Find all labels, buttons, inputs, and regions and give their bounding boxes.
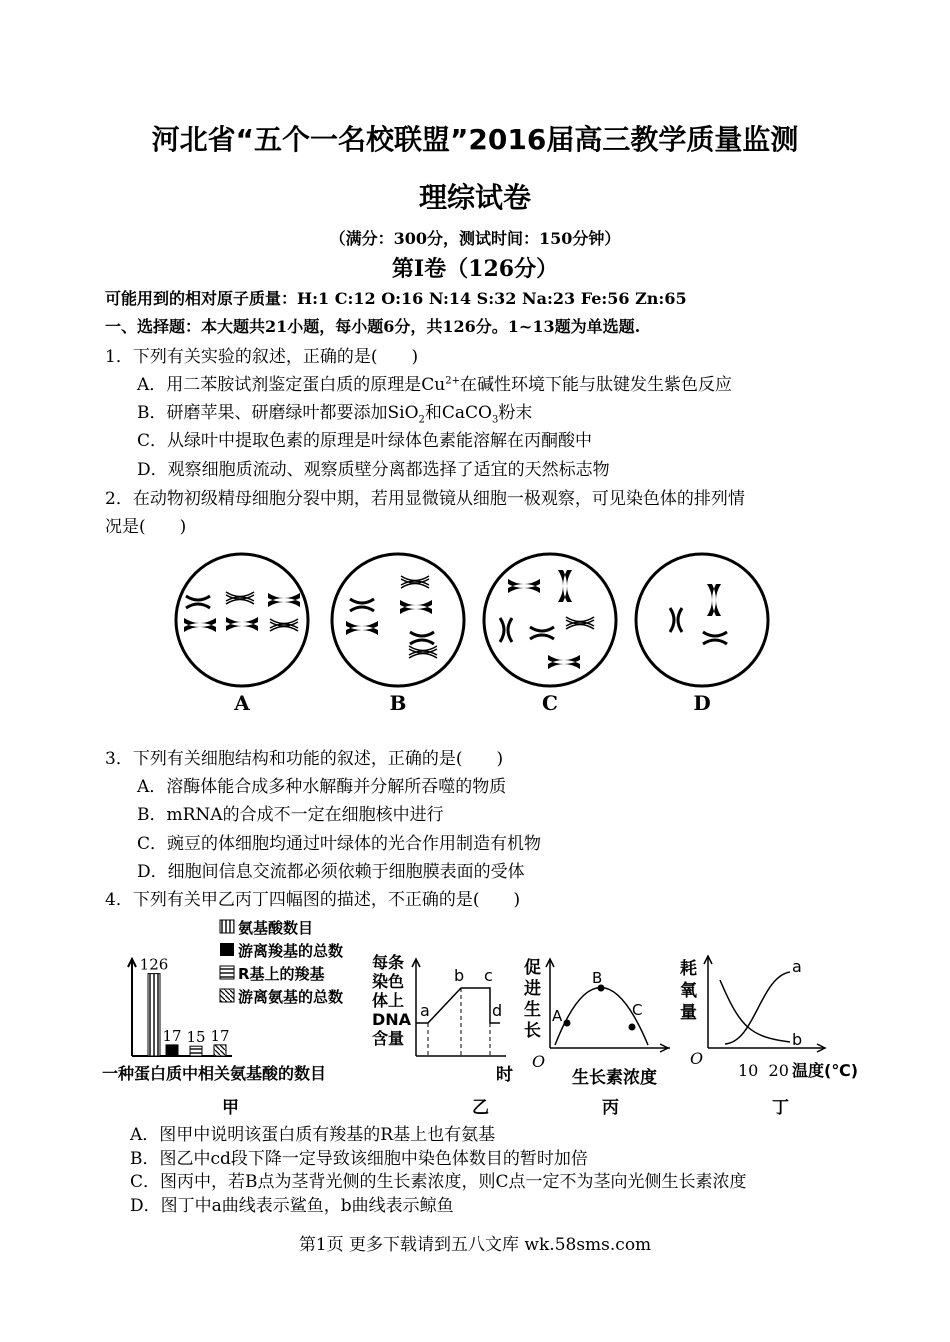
q4-option-b: B．图乙中cd段下降一定导致该细胞中染色体数目的暂时加倍 xyxy=(130,1149,588,1169)
yi-ylabel-4: DNA xyxy=(372,1010,412,1029)
q3-option-d: D．细胞间信息交流都必须依赖于细胞膜表面的受体 xyxy=(137,862,525,882)
jia-bar-label-1: 126 xyxy=(139,955,169,974)
q1-b-text: B．研磨苹果、研磨绿叶都要添加SiO xyxy=(137,403,419,423)
q1-option-a xyxy=(137,370,732,395)
q1-b-text2: 和CaCO xyxy=(424,403,492,423)
q1-a-sup: 2+ xyxy=(445,375,460,387)
q1-b-sub2: 3 xyxy=(491,414,499,426)
bing-ylabel-1: 促 xyxy=(524,958,541,978)
ding-ylabel-3: 量 xyxy=(680,1003,697,1023)
fig-ding xyxy=(680,952,860,1120)
ding-curve-b-label: b xyxy=(792,1030,803,1049)
q1-b-text3: 粉末 xyxy=(498,403,533,423)
jia-bar-label-3: 15 xyxy=(186,1028,206,1047)
q2-cell-figure xyxy=(170,540,780,720)
page-subtitle: 理综试卷 xyxy=(418,181,531,214)
cell-b xyxy=(332,554,464,686)
yi-xlabel: 时 xyxy=(496,1065,513,1085)
legend-3: R基上的羧基 xyxy=(238,965,325,983)
yi-point-d: d xyxy=(492,1001,503,1020)
bing-label-a: A xyxy=(552,1007,563,1025)
bing-label-c: C xyxy=(632,1001,643,1019)
svg-text:促 进 生 长 xyxy=(524,957,547,1041)
jia-label: 甲 xyxy=(222,1098,239,1118)
legend-swatch-4 xyxy=(220,989,234,1002)
section-heading: 一、选择题：本大题共21小题，每小题6分，共126分。1~13题为单选题. xyxy=(105,317,641,336)
bing-label-b: B xyxy=(592,969,603,987)
ding-label: 丁 xyxy=(772,1098,789,1118)
page-footer: 第1页 更多下载请到五八文库 wk.58sms.com xyxy=(298,1235,652,1255)
q4-option-c: C．图丙中，若B点为茎背光侧的生长素浓度，则C点一定不为茎向光侧生长素浓度 xyxy=(130,1172,747,1192)
bing-origin: O xyxy=(532,1052,546,1071)
yi-point-a: a xyxy=(420,1001,430,1020)
jia-bar-label-2: 17 xyxy=(162,1026,182,1045)
cell-c-label: C xyxy=(542,691,558,715)
yi-ylabel-2: 染色 xyxy=(372,972,405,991)
bing-ylabel-2: 进 xyxy=(524,979,541,999)
q1-a-text: A．用二苯胺试剂鉴定蛋白质的原理是Cu xyxy=(137,375,446,395)
ding-origin: O xyxy=(690,1049,704,1068)
q3-option-c: C．豌豆的体细胞均通过叶绿体的光合作用制造有机物 xyxy=(137,834,542,854)
bing-ylabel-4: 长 xyxy=(524,1021,541,1041)
atomic-masses: 可能用到的相对原子质量：H:1 C:12 O:16 N:14 S:32 Na:23 Fe:56 Zn:65 xyxy=(105,289,687,308)
jia-bar-4 xyxy=(214,1045,226,1056)
jia-bar-2 xyxy=(166,1045,178,1056)
q3-stem: 3．下列有关细胞结构和功能的叙述，正确的是( ) xyxy=(105,749,504,769)
cell-b-label: B xyxy=(389,691,407,715)
q1-option-d: D．观察细胞质流动、观察质壁分离都选择了适宜的天然标志物 xyxy=(137,460,610,480)
q1-stem: 1．下列有关实验的叙述，正确的是( ) xyxy=(105,347,419,367)
jia-bar-3 xyxy=(190,1046,202,1056)
yi-label: 乙 xyxy=(472,1098,489,1118)
legend-4: 游离氨基的总数 xyxy=(238,988,344,1006)
cell-d xyxy=(636,554,768,686)
yi-ylabel-5: 含量 xyxy=(372,1029,405,1048)
q4-option-d: D．图丁中a曲线表示鲨鱼，b曲线表示鲸鱼 xyxy=(130,1196,454,1216)
cell-d-label: D xyxy=(693,691,711,715)
fig-yi xyxy=(368,948,518,1120)
ding-xlabel: 温度(℃) xyxy=(792,1061,859,1080)
cell-a-label: A xyxy=(234,691,250,715)
q4-option-a: A．图甲中说明该蛋白质有羧基的R基上也有氨基 xyxy=(130,1125,496,1145)
ding-curve-a-label: a xyxy=(792,957,802,976)
yi-point-c: c xyxy=(484,966,493,985)
legend-2: 游离羧基的总数 xyxy=(238,942,344,960)
jia-bar-1 xyxy=(148,974,160,1056)
ding-ylabel-2: 氧 xyxy=(680,981,697,1001)
q3-option-b: B．mRNA的合成不一定在细胞核中进行 xyxy=(137,805,444,825)
q4-stem: 4．下列有关甲乙丙丁四幅图的描述，不正确的是( ) xyxy=(105,890,521,910)
yi-ylabel-3: 体上 xyxy=(372,991,405,1010)
svg-text:每条 染色 体上 DNA 含 xyxy=(372,953,417,1048)
ding-curve-b xyxy=(720,980,790,1042)
fig-jia xyxy=(100,915,370,1120)
q1-a-text2: 在碱性环境下能与肽键发生紫色反应 xyxy=(459,375,732,395)
bing-point-c xyxy=(629,1024,636,1031)
svg-text:耗 氧 量 xyxy=(680,958,703,1023)
q1-option-c: C．从绿叶中提取色素的原理是叶绿体色素能溶解在丙酮酸中 xyxy=(137,431,593,451)
yi-ylabel-1: 每条 xyxy=(372,953,405,972)
exam-info: （满分：300分，测试时间：150分钟） xyxy=(329,229,621,248)
bing-xlabel: 生长素浓度 xyxy=(572,1068,657,1088)
jia-caption: 一种蛋白质中相关氨基酸的数目 xyxy=(102,1064,327,1083)
yi-point-b: b xyxy=(454,966,465,985)
legend-swatch-3 xyxy=(220,966,234,979)
cell-a xyxy=(176,554,308,686)
q2-stem-2: 况是( ) xyxy=(105,517,187,537)
ding-ylabel-1: 耗 xyxy=(680,959,697,979)
q1-option-b xyxy=(137,398,532,425)
bing-point-a xyxy=(564,1020,571,1027)
q2-stem-1: 2．在动物初级精母细胞分裂中期，若用显微镜从细胞一极观察，可见染色体的排列情 xyxy=(105,489,745,509)
ding-ticks: 10 20 xyxy=(738,1061,789,1080)
legend-1: 氨基酸数目 xyxy=(238,919,314,937)
q3-option-a: A．溶酶体能合成多种水解酶并分解所吞噬的物质 xyxy=(137,777,507,797)
bing-ylabel-3: 生 xyxy=(524,1000,541,1020)
fig-bing xyxy=(520,955,680,1120)
volume-heading: 第Ⅰ卷（126分） xyxy=(391,256,559,282)
bing-label: 丙 xyxy=(602,1098,619,1118)
legend-swatch-2 xyxy=(220,943,234,956)
page-title: 河北省“五个一名校联盟”2016届高三教学质量监测 xyxy=(151,123,799,156)
q1-b-sub1: 2 xyxy=(418,414,425,426)
jia-bar-label-4: 17 xyxy=(210,1026,230,1045)
legend-swatch-1 xyxy=(220,920,234,933)
